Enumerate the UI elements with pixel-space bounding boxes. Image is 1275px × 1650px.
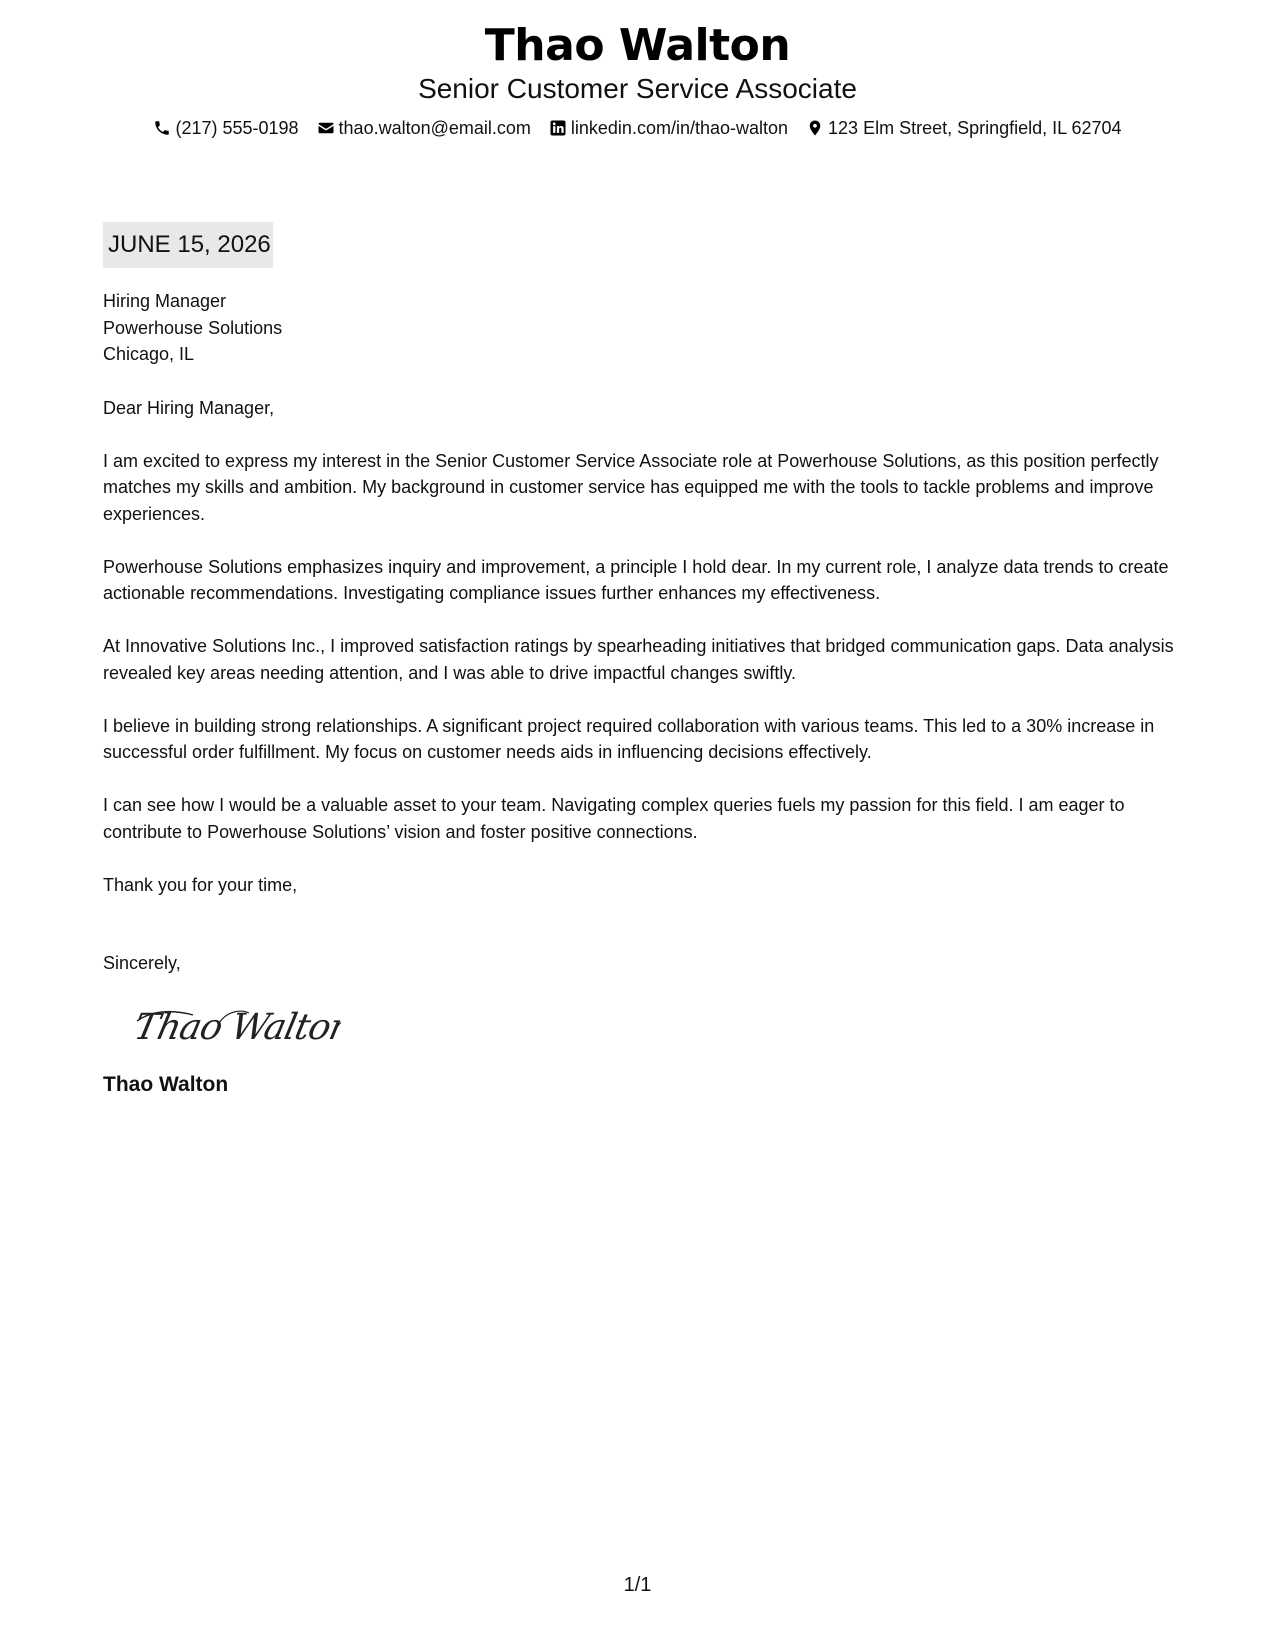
- page-number: 1/1: [623, 1574, 652, 1596]
- phone-icon: [153, 119, 171, 137]
- recipient-line: Powerhouse Solutions: [103, 317, 283, 338]
- recipient-line: Chicago, IL: [103, 344, 195, 364]
- letter-body: [103, 222, 1183, 1099]
- body-paragraph: I can see how I would be a valuable asset to your team. Navigating complex queries fuels my passion for this field. I am eager to contribute to Powerhouse Solutions’ vision and foster positive connections.: [103, 795, 1125, 842]
- contact-phone: [153, 116, 298, 140]
- recipient-block: [103, 288, 1183, 368]
- contact-linkedin[interactable]: [549, 116, 788, 140]
- contact-address: [806, 116, 1122, 140]
- letter-header: [0, 18, 1275, 140]
- street-address: 123 Elm Street, Springfield, IL 62704: [828, 118, 1122, 138]
- signature-glyphs: Thao Walton: [131, 1004, 341, 1048]
- handwritten-signature: [131, 999, 341, 1055]
- signoff: Sincerely,: [103, 953, 181, 973]
- body-paragraph: At Innovative Solutions Inc., I improved satisfaction ratings by spearheading initiatives that bridged communication gaps. Data analysis revealed key areas needing attention, and I was able to drive impactful changes swiftly.: [103, 636, 1174, 683]
- applicant-title: Senior Customer Service Associate: [418, 73, 857, 104]
- letter-date: JUNE 15, 2026: [103, 222, 273, 268]
- signed-name: Thao Walton: [103, 1072, 229, 1096]
- phone-number: (217) 555-0198: [175, 118, 299, 138]
- applicant-name: Thao Walton: [484, 20, 791, 71]
- envelope-icon: [317, 119, 335, 137]
- contact-email[interactable]: [317, 116, 531, 140]
- linkedin-icon: [549, 119, 567, 137]
- linkedin-url: linkedin.com/in/thao-walton: [570, 118, 789, 138]
- body-paragraph: I believe in building strong relationships. A significant project required collaboration with various teams. This led to a 30% increase in successful order fulfillment. My focus on customer needs aids in influencing decisions effectively.: [103, 715, 1155, 762]
- map-pin-icon: [806, 119, 824, 137]
- contact-bar: [0, 116, 1275, 140]
- body-paragraph: Powerhouse Solutions emphasizes inquiry and improvement, a principle I hold dear. In my current role, I analyze data trends to create actionable recommendations. Investigating compliance issues further enhances my effectiveness.: [103, 556, 1169, 603]
- salutation: Dear Hiring Manager,: [103, 397, 275, 418]
- body-paragraph: I am excited to express my interest in the Senior Customer Service Associate role at Powerhouse Solutions, as this position perfectly matches my skills and ambition. My background in customer service has equipped me with the tools to tackle problems and improve experiences.: [103, 450, 1159, 524]
- email-address: thao.walton@email.com: [338, 118, 531, 138]
- closing-line: Thank you for your time,: [103, 874, 298, 895]
- recipient-line: Hiring Manager: [103, 291, 227, 311]
